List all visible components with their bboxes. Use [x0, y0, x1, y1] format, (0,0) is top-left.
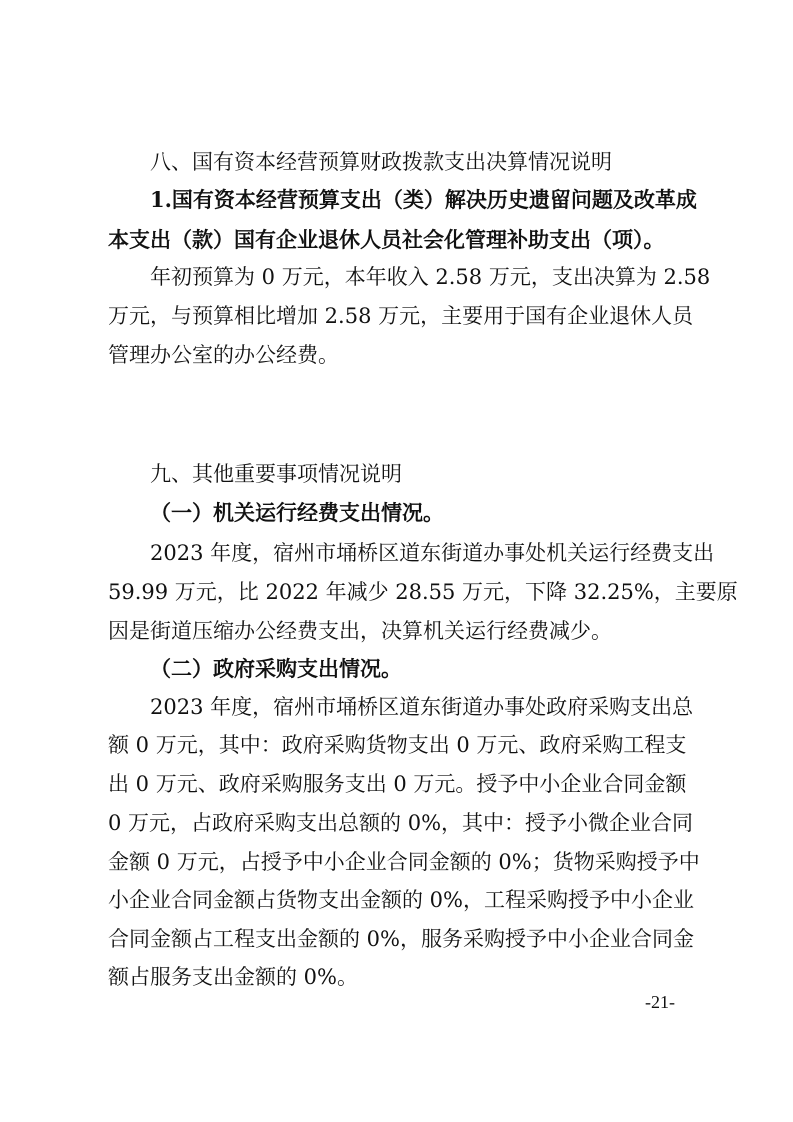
section-9-part-1-line-2: 59.99 万元，比 2022 年减少 28.55 万元，下降 32.25%，主要原 — [108, 580, 738, 604]
section-8-heading: 八、国有资本经营预算财政拨款支出决算情况说明 — [150, 150, 612, 174]
section-8-paragraph-line-3: 管理办公室的办公经费。 — [108, 343, 339, 367]
section-9-part-2-title: （二）政府采购支出情况。 — [150, 656, 402, 681]
section-8-subheading-line-1: 1.国有资本经营预算支出（类）解决历史遗留问题及改革成 — [150, 187, 697, 212]
section-8-paragraph-line-1: 年初预算为 0 万元，本年收入 2.58 万元，支出决算为 2.58 — [150, 265, 711, 289]
section-8-paragraph-line-2: 万元，与预算相比增加 2.58 万元，主要用于国有企业退休人员 — [108, 304, 694, 328]
section-9-part-2-line-2: 额 0 万元，其中：政府采购货物支出 0 万元、政府采购工程支 — [108, 733, 687, 757]
section-9-part-1-line-3: 因是街道压缩办公经费支出，决算机关运行经费减少。 — [108, 619, 612, 643]
section-9-part-2-line-5: 金额 0 万元，占授予中小企业合同金额的 0%；货物采购授予中 — [108, 850, 700, 874]
section-8-subheading-line-2: 本支出（款）国有企业退休人员社会化管理补助支出（项）。 — [108, 227, 665, 252]
section-9-part-1-title: （一）机关运行经费支出情况。 — [150, 500, 444, 525]
section-9-part-2-line-3: 出 0 万元、政府采购服务支出 0 万元。授予中小企业合同金额 — [108, 772, 687, 796]
section-9-part-2-line-4: 0 万元，占政府采购支出总额的 0%，其中：授予小微企业合同 — [108, 811, 694, 835]
page-number: -21- — [645, 992, 675, 1012]
section-9-part-2-line-1: 2023 年度，宿州市埇桥区道东街道办事处政府采购支出总 — [150, 695, 694, 719]
section-9-heading: 九、其他重要事项情况说明 — [150, 462, 402, 486]
section-9-part-2-line-8: 额占服务支出金额的 0%。 — [108, 965, 358, 989]
section-9-part-2-line-7: 合同金额占工程支出金额的 0%，服务采购授予中小企业合同金 — [108, 927, 694, 951]
section-9-part-1-line-1: 2023 年度，宿州市埇桥区道东街道办事处机关运行经费支出 — [150, 541, 715, 565]
section-9-part-2-line-6: 小企业合同金额占货物支出金额的 0%，工程采购授予中小企业 — [108, 888, 694, 912]
